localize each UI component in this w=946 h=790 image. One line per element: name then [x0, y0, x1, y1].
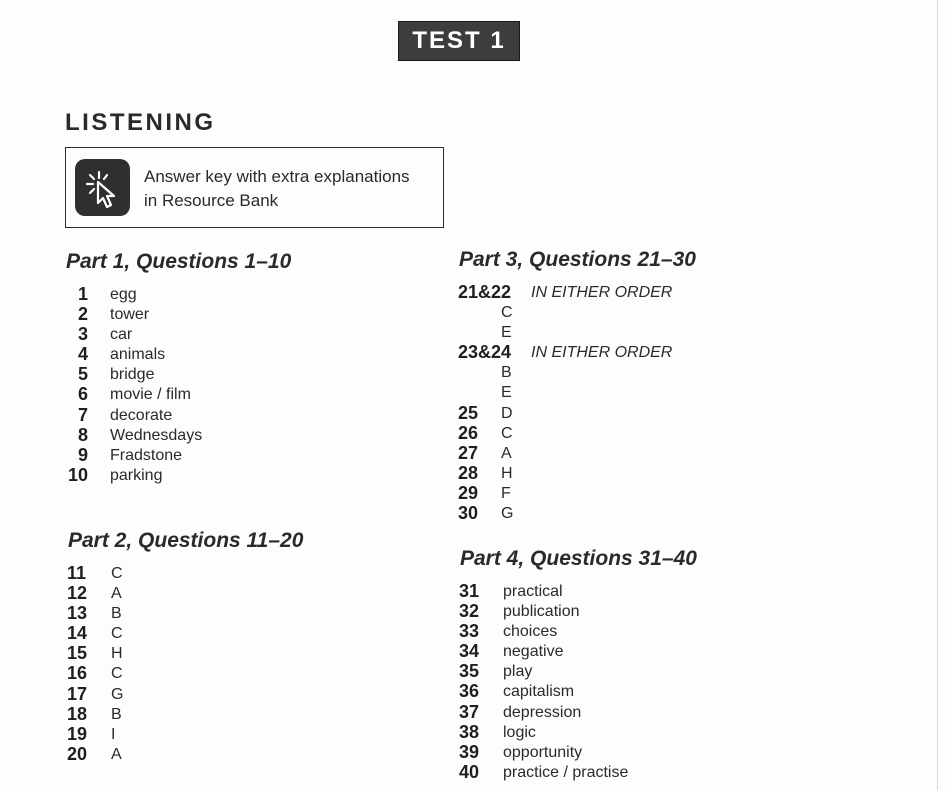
answer-row: [459, 581, 759, 601]
answer-row: [458, 322, 758, 342]
part4-heading: Part 4, Questions 31–40: [460, 547, 697, 570]
question-number: 25: [458, 402, 479, 423]
answer-text: opportunity: [503, 743, 583, 761]
answer-text: logic: [503, 723, 536, 741]
answer-text: C: [111, 665, 123, 683]
question-number: 21&22: [458, 282, 512, 302]
answer-text: H: [111, 645, 123, 663]
resource-bank-text: [144, 165, 444, 213]
answer-row: [66, 344, 266, 364]
question-number: 35: [459, 661, 480, 682]
answer-row: [67, 643, 267, 663]
answer-text: publication: [503, 603, 580, 621]
answer-text: capitalism: [503, 683, 575, 701]
answer-text: practice / practise: [503, 763, 629, 781]
answer-row: [67, 704, 267, 724]
answer-text: A: [111, 585, 122, 603]
order-note: IN EITHER ORDER: [531, 344, 673, 362]
question-number: 28: [458, 462, 479, 483]
question-number: 3: [77, 324, 88, 345]
answer-text: C: [111, 625, 123, 643]
test-badge: TEST 1: [398, 21, 520, 61]
question-number: 40: [459, 761, 480, 782]
order-note: IN EITHER ORDER: [531, 284, 673, 301]
answer-row: [66, 364, 266, 384]
part1-answer-list: [66, 284, 266, 485]
question-number: 15: [67, 643, 88, 664]
question-number: 37: [459, 701, 480, 722]
question-number: 19: [67, 723, 88, 744]
question-number: 27: [458, 442, 479, 463]
answer-row: [459, 722, 759, 742]
answer-row: [458, 503, 758, 523]
answer-row: [459, 681, 759, 701]
answer-text: E: [501, 384, 512, 402]
answer-row: [458, 382, 758, 402]
answer-text: animals: [110, 346, 166, 364]
answer-text: C: [501, 304, 513, 322]
answer-text: B: [501, 364, 512, 382]
answer-row: [458, 362, 758, 382]
answer-text: B: [111, 605, 122, 623]
answer-row: [458, 302, 758, 322]
question-number: 1: [77, 284, 88, 304]
answer-row: [458, 403, 758, 423]
answer-row: [459, 621, 759, 641]
part3-answer-list: [458, 282, 758, 523]
answer-row: [67, 684, 267, 704]
section-title: LISTENING: [65, 109, 216, 136]
answer-text: B: [111, 705, 122, 723]
answer-row: [458, 282, 758, 302]
answer-text: tower: [110, 306, 150, 324]
question-number: 20: [67, 743, 88, 764]
question-number: 39: [459, 741, 480, 762]
question-number: 18: [67, 703, 88, 724]
answer-row: [458, 342, 758, 362]
question-number: 4: [77, 344, 88, 365]
answer-row: [66, 384, 266, 404]
part3-heading: Part 3, Questions 21–30: [459, 248, 696, 271]
answer-row: [458, 483, 758, 503]
question-number: 16: [67, 663, 88, 684]
answer-row: [67, 563, 267, 583]
question-number: 14: [67, 623, 88, 644]
question-number: 23&24: [458, 342, 512, 363]
answer-text: Wednesdays: [110, 426, 203, 444]
answer-row: [66, 304, 266, 324]
question-number: 12: [67, 583, 88, 604]
answer-text: bridge: [110, 366, 155, 384]
answer-row: [459, 601, 759, 621]
answer-text: decorate: [110, 406, 173, 424]
answer-text: H: [501, 464, 513, 482]
answer-text: depression: [503, 703, 582, 721]
answer-row: [67, 724, 267, 744]
answer-row: [458, 443, 758, 463]
question-number: 36: [459, 681, 480, 702]
question-number: 8: [77, 424, 88, 445]
question-number: 32: [459, 601, 480, 622]
part1-heading: Part 1, Questions 1–10: [66, 250, 292, 273]
answer-text: G: [111, 685, 124, 703]
answer-text: G: [501, 505, 514, 523]
part2-answer-list: [67, 563, 267, 764]
answer-row: [67, 663, 267, 683]
answer-row: [66, 465, 266, 485]
resource-bank-line-1: Answer key with extra explanations: [144, 167, 410, 186]
question-number: 29: [458, 482, 479, 503]
answer-text: C: [501, 424, 513, 442]
answer-text: I: [111, 725, 116, 743]
resource-bank-line-2: in Resource Bank: [144, 191, 279, 210]
answer-text: A: [111, 745, 122, 763]
answer-row: [459, 762, 759, 782]
answer-text: A: [501, 444, 512, 462]
question-number: 9: [77, 444, 88, 465]
part4-answer-list: [459, 581, 759, 782]
question-number: 34: [459, 641, 480, 662]
question-number: 7: [77, 404, 88, 425]
answer-row: [66, 445, 266, 465]
pointer-click-icon: [75, 159, 130, 216]
question-number: 31: [459, 581, 480, 601]
answer-row: [458, 463, 758, 483]
part2-heading: Part 2, Questions 11–20: [68, 529, 304, 552]
answer-text: negative: [503, 643, 564, 661]
answer-text: car: [110, 326, 133, 344]
answer-row: [66, 405, 266, 425]
question-number: 5: [77, 364, 88, 385]
answer-row: [459, 641, 759, 661]
answer-row: [459, 702, 759, 722]
answer-row: [458, 423, 758, 443]
answer-text: E: [501, 324, 512, 342]
answer-row: [66, 324, 266, 344]
question-number: 30: [458, 503, 479, 524]
answer-text: play: [503, 663, 533, 681]
answer-text: egg: [110, 286, 137, 303]
answer-text: choices: [503, 623, 558, 641]
question-number: 2: [77, 304, 88, 325]
answer-text: D: [501, 404, 513, 422]
answer-text: parking: [110, 466, 163, 484]
answer-row: [67, 583, 267, 603]
answer-row: [67, 744, 267, 764]
answer-text: practical: [503, 583, 563, 600]
answer-text: Fradstone: [110, 446, 183, 464]
question-number: 17: [67, 683, 88, 704]
question-number: 33: [459, 621, 480, 642]
answer-row: [459, 742, 759, 762]
page-edge-line: [937, 0, 938, 790]
question-number: 10: [67, 464, 88, 485]
answer-row: [66, 425, 266, 445]
question-number: 6: [77, 384, 88, 405]
resource-bank-box: [65, 147, 444, 228]
question-number: 13: [67, 603, 88, 624]
answer-text: movie / film: [110, 386, 191, 404]
question-number: 11: [67, 563, 87, 583]
answer-row: [67, 603, 267, 623]
answer-row: [67, 623, 267, 643]
question-number: 38: [459, 721, 480, 742]
answer-text: F: [501, 484, 511, 502]
answer-row: [66, 284, 266, 304]
answer-text: C: [111, 565, 123, 582]
question-number: 26: [458, 422, 479, 443]
answer-row: [459, 661, 759, 681]
